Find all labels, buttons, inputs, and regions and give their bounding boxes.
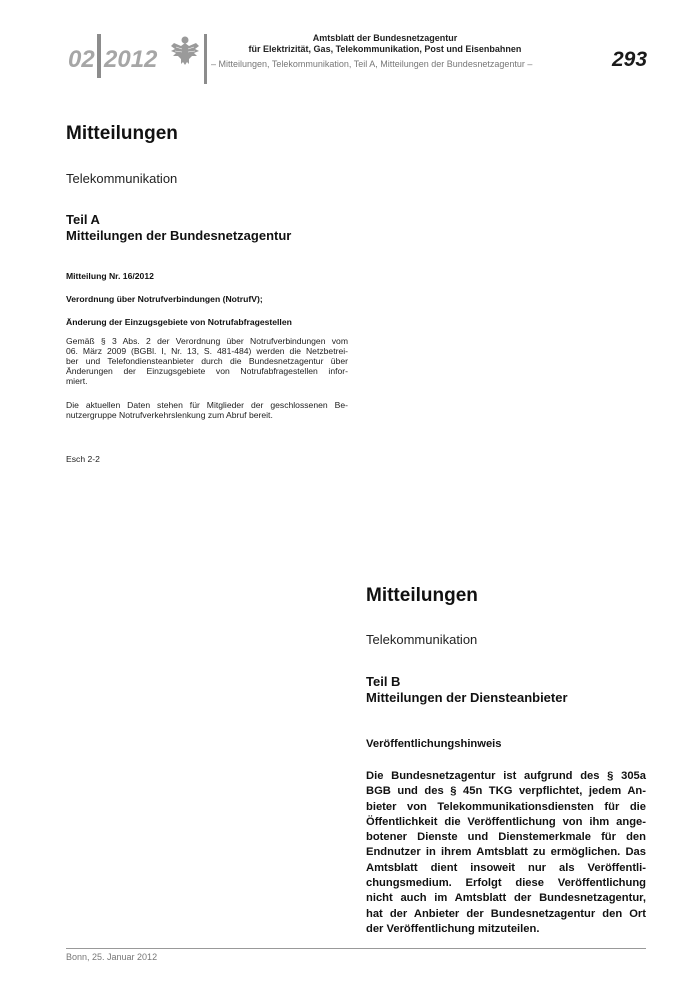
section-a-heading: Mitteilungen <box>66 123 178 144</box>
notice-subject-1: Verordnung über Notrufverbindungen (NotrufV); <box>66 294 263 304</box>
paragraph-line: nicht auch im Amtsblatt der Bundesnetzagentur, <box>366 892 646 905</box>
notice-title: Veröffentlichungshinweis <box>366 738 502 750</box>
notice-number: Mitteilung Nr. 16/2012 <box>66 271 154 281</box>
issue-number: 02 <box>68 46 95 73</box>
paragraph-line: 06. März 2009 (BGBl. I, Nr. 13, S. 481-484) werden die Netzbetrei- <box>66 346 348 356</box>
paragraph-line: Die aktuellen Daten stehen für Mitglieder der geschlossenen Be- <box>66 400 348 410</box>
journal-title-line2: für Elektrizität, Gas, Telekommunikation, Post und Eisenbahnen <box>248 44 522 54</box>
paragraph-line: der Veröffentlichung mitzuteilen. <box>366 922 540 935</box>
notice-subject-2: Änderung der Einzugsgebiete von Notrufabfragestellen <box>66 317 292 327</box>
paragraph-line: Änderungen der Einzugsgebiete von Notrufabfragestellen infor- <box>66 366 348 376</box>
section-a-part-label: Teil A <box>66 212 100 227</box>
paragraph-line: chungsmedium. Erfolgt diese Veröffentlichung <box>366 877 646 890</box>
paragraph-line: Endnutzer in ihrem Amtsblatt zu ermöglichen. Das <box>366 846 646 859</box>
notice-paragraph-2 <box>66 400 348 420</box>
federal-eagle-icon <box>170 34 200 68</box>
section-b-part-title: Mitteilungen der Diensteanbieter <box>366 690 568 705</box>
paragraph-line: ber und Telefondiensteanbieter durch die Bundesnetzagentur über <box>66 356 348 366</box>
paragraph-line: botener Dienste und Dienstemerkmale für den <box>366 831 646 844</box>
notice-paragraph <box>366 769 646 937</box>
footer-place-date: Bonn, 25. Januar 2012 <box>66 952 158 962</box>
paragraph-line: miert. <box>66 376 88 386</box>
section-a-topic: Telekommunikation <box>66 171 178 186</box>
section-a-part-title: Mitteilungen der Bundesnetzagentur <box>66 228 292 243</box>
header-subtitle: – Mitteilungen, Telekommunikation, Teil A, Mitteilungen der Bundesnetzagentur – <box>211 59 533 69</box>
paragraph-line: hat der Anbieter der Bundesnetzagentur den Ort <box>366 907 646 920</box>
section-b-topic: Telekommunikation <box>366 632 478 647</box>
journal-title-line1: Amtsblatt der Bundesnetzagentur <box>312 33 458 43</box>
header-divider-right <box>204 34 207 84</box>
section-b-part-label: Teil B <box>366 674 401 689</box>
section-b-part <box>366 674 568 706</box>
header-divider <box>97 34 101 78</box>
paragraph-line: BGB und des § 45n TKG verpflichtet, jedem An- <box>366 785 646 798</box>
journal-title <box>220 33 550 55</box>
reference-code: Esch 2-2 <box>66 454 100 464</box>
paragraph-line: Öffentlichkeit die Veröffentlichung von ihm ange- <box>366 815 646 828</box>
notice-paragraph-1 <box>66 336 348 386</box>
page-number: 293 <box>612 48 648 71</box>
paragraph-line: Die Bundesnetzagentur ist aufgrund des § 305a <box>366 770 646 782</box>
section-b-heading: Mitteilungen <box>366 585 478 606</box>
section-a-part <box>66 212 291 244</box>
footer-divider <box>66 948 646 949</box>
paragraph-line: Amtsblatt dient insoweit nur als Veröffentli- <box>366 861 646 874</box>
paragraph-line: bieter von Telekommunikationsdiensten für die <box>366 800 646 813</box>
issue-year: 2012 <box>104 46 158 73</box>
paragraph-line: nutzergruppe Notrufverkehrslenkung zum Abruf bereit. <box>66 410 273 420</box>
paragraph-line: Gemäß § 3 Abs. 2 der Verordnung über Notrufverbindungen vom <box>66 336 348 346</box>
